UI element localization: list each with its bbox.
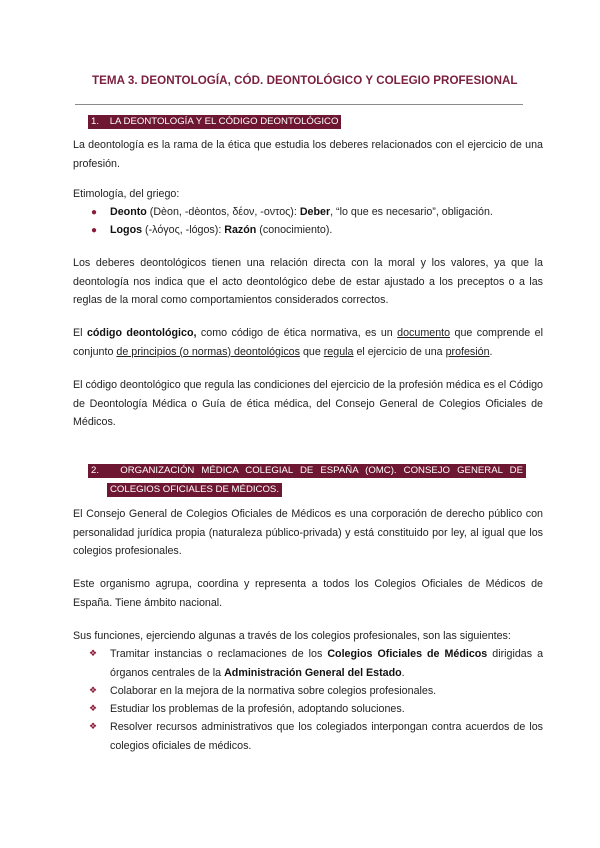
- rest-deonto: , “lo que es necesario”, obligación.: [330, 206, 493, 218]
- section-2-paragraph-2: Este organismo agrupa, coordina y representa a todos los Colegios Oficiales de Médicos de España. Tiene ámbito nacional.: [73, 578, 543, 609]
- text-run: Tramitar instancias o reclamaciones de los: [110, 648, 328, 660]
- text-run: El: [73, 327, 87, 339]
- document-title: TEMA 3. DEONTOLOGÍA, CÓD. DEONTOLÓGICO Y COLEGIO PROFESIONAL: [92, 74, 518, 87]
- text-run: que comprende el conjunto: [73, 327, 543, 358]
- section-1-title: LA DEONTOLOGÍA Y EL CÓDIGO DEONTOLÓGICO: [109, 116, 339, 127]
- etymology-intro: Etimología, del griego:: [73, 188, 180, 200]
- function-item-4: Resolver recursos administrativos que los colegiados interpongan contra acuerdos de los colegios oficiales de médicos.: [110, 721, 543, 752]
- text-run: .: [489, 345, 493, 358]
- underlined-profesion: profesión: [445, 345, 490, 358]
- section-1-heading: [88, 115, 341, 129]
- bullet-icon: ●: [91, 207, 98, 218]
- section-1-paragraph-3: [73, 324, 543, 361]
- rest-logos: (conocimiento).: [256, 224, 333, 236]
- text-run: .: [401, 666, 405, 679]
- etymology-item-logos: [110, 221, 543, 240]
- section-1-paragraph-4: El código deontológico que regula las condiciones del ejercicio de la profesión médica es el Código de Deontología Médica o Guía de ética médica, del Consejo General de Colegios Oficiales de Médicos.: [73, 379, 543, 428]
- section-1-paragraph-2: Los deberes deontológicos tienen una relación directa con la moral y los valores, ya que la deontología nos indica que el acto deontológico debe de estar ajustado a los preceptos o a las reglas de la moral como comportamientos considerados correctos.: [73, 257, 543, 306]
- text-run: que: [299, 345, 324, 358]
- term-colegios-oficiales: Colegios Oficiales de Médicos: [327, 648, 488, 660]
- text-run: el ejercicio de una: [353, 345, 446, 358]
- section-2-heading-line-1: [88, 464, 526, 478]
- text-run: como código de ética normativa, es un: [196, 327, 398, 339]
- function-item-1: [110, 645, 543, 682]
- term-deonto: Deonto: [110, 206, 147, 218]
- section-2-paragraph-3: Sus funciones, ejerciendo algunas a través de los colegios profesionales, son las siguientes:: [73, 630, 511, 642]
- term-codigo-deontologico: código deontológico,: [86, 327, 197, 339]
- underlined-regula: regula: [323, 345, 354, 358]
- underlined-principios: de principios (o normas) deontológicos: [116, 345, 300, 358]
- diamond-bullet-icon: ❖: [89, 703, 98, 713]
- section-2-paragraph-1: El Consejo General de Colegios Oficiales de Médicos es una corporación de derecho público con personalidad jurídica propia (naturaleza público-privada) y está constituido por ley, al igual que los colegios profesionales.: [73, 508, 543, 557]
- section-2-heading-line-2: COLEGIOS OFICIALES DE MÉDICOS.: [107, 483, 282, 497]
- bullet-icon: ●: [91, 225, 98, 236]
- meaning-deber: Deber: [299, 206, 331, 218]
- diamond-bullet-icon: ❖: [89, 721, 98, 731]
- section-2-title-line-1: ORGANIZACIÓN MÉDICA COLEGIAL DE ESPAÑA (OMC). CONSEJO GENERAL DE: [120, 465, 523, 476]
- underlined-documento: documento: [397, 327, 451, 339]
- function-item-3: Estudiar los problemas de la profesión, adoptando soluciones.: [110, 703, 405, 715]
- term-administracion-general: Administración General del Estado: [224, 666, 402, 679]
- section-2-number: 2.: [91, 465, 100, 476]
- section-1-paragraph-1: La deontología es la rama de la ética que estudia los deberes relacionados con el ejercicio de una profesión.: [73, 139, 543, 170]
- term-logos: Logos: [110, 224, 143, 236]
- diamond-bullet-icon: ❖: [89, 648, 98, 658]
- meaning-razon: Razón: [224, 224, 257, 236]
- function-item-2: Colaborar en la mejora de la normativa sobre colegios profesionales.: [110, 685, 437, 697]
- etymology-item-deonto: [110, 203, 543, 222]
- text-run: dirigidas a órganos centrales de la: [110, 648, 544, 679]
- title-divider: [75, 104, 523, 105]
- greek-deonto: (Dèon, -dèontos, δέον, -οντος):: [146, 206, 300, 218]
- greek-logos: (-λόγος, -lógos):: [142, 224, 225, 236]
- section-1-number: 1.: [91, 116, 100, 127]
- diamond-bullet-icon: ❖: [89, 685, 98, 695]
